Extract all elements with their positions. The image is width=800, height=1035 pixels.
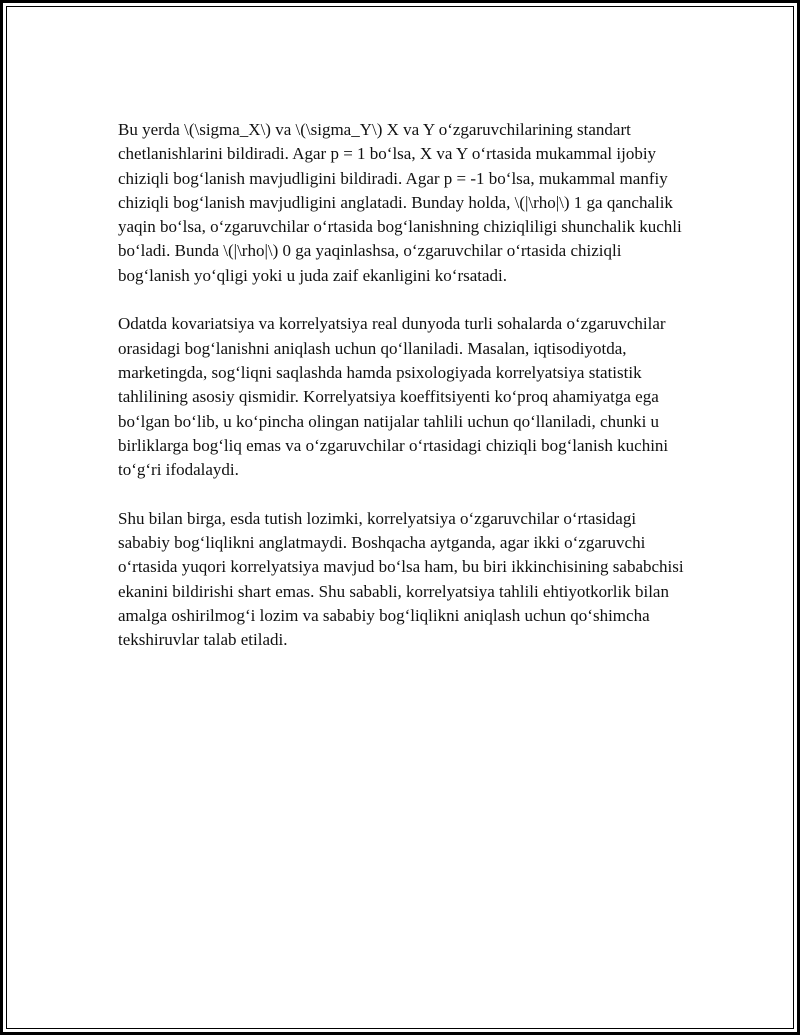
paragraph-causation-warning: Shu bilan birga, esda tutish lozimki, korrelyatsiya o‘zgaruvchilar o‘rtasidagi sababiy bog‘liqlikni anglatmaydi. Boshqacha aytganda, agar ikki o‘zgaruvchi o‘rtasida yuqori korrelyatsiya mavjud bo‘lsa ham, bu biri ikkinchisining sababchisi ekanini bildirishi shart emas. Shu sababli, korrelyatsiya tahlili ehtiyotkorlik bilan amalga oshirilmog‘i lozim va sababiy bog‘liqlikni aniqlash uchun qo‘shimcha tekshiruvlar talab etiladi. xyxy=(118,508,684,650)
paragraph-sigma-definition: Bu yerda \(\sigma_X\) va \(\sigma_Y\) X va Y o‘zgaruvchilarining standart chetlanishlarini bildiradi. Agar p = 1 bo‘lsa, X va Y o‘rtasida mukammal ijobiy chiziqli bog‘lanish mavjudligini bildiradi. Agar p = -1 bo‘lsa, mukammal manfiy chiziqli bog‘lanish mavjudligini anglatadi. Bunday holda, \(|\rho|\) 1 ga qanchalik yaqin bo‘lsa, o‘zgaruvchilar o‘rtasida bog‘lanishning chiziqliligi shunchalik kuchli bo‘ladi. Bunda \(|\rho|\) 0 ga yaqinlashsa, o‘zgaruvchilar o‘rtasida chiziqli bog‘lanish yo‘qligi yoki u juda zaif ekanligini ko‘rsatadi. xyxy=(118,120,682,285)
paragraph-applications: Odatda kovariatsiya va korrelyatsiya real dunyoda turli sohalarda o‘zgaruvchilar orasidagi bog‘lanishni aniqlash uchun qo‘llaniladi. Masalan, iqtisodiyotda, marketingda, sog‘liqni saqlashda hamda psixologiyada korrelyatsiya statistik tahlilining asosiy qismidir. Korrelyatsiya koeffitsiyenti ko‘proq ahamiyatga ega bo‘lgan bo‘lib, u ko‘pincha olingan natijalar tahlili uchun qo‘llaniladi, chunki u birliklarga bog‘liq emas va o‘zgaruvchilar o‘rtasidagi chiziqli bog‘lanish kuchini to‘g‘ri ifodalaydi. xyxy=(118,314,669,480)
document-body xyxy=(118,118,684,677)
